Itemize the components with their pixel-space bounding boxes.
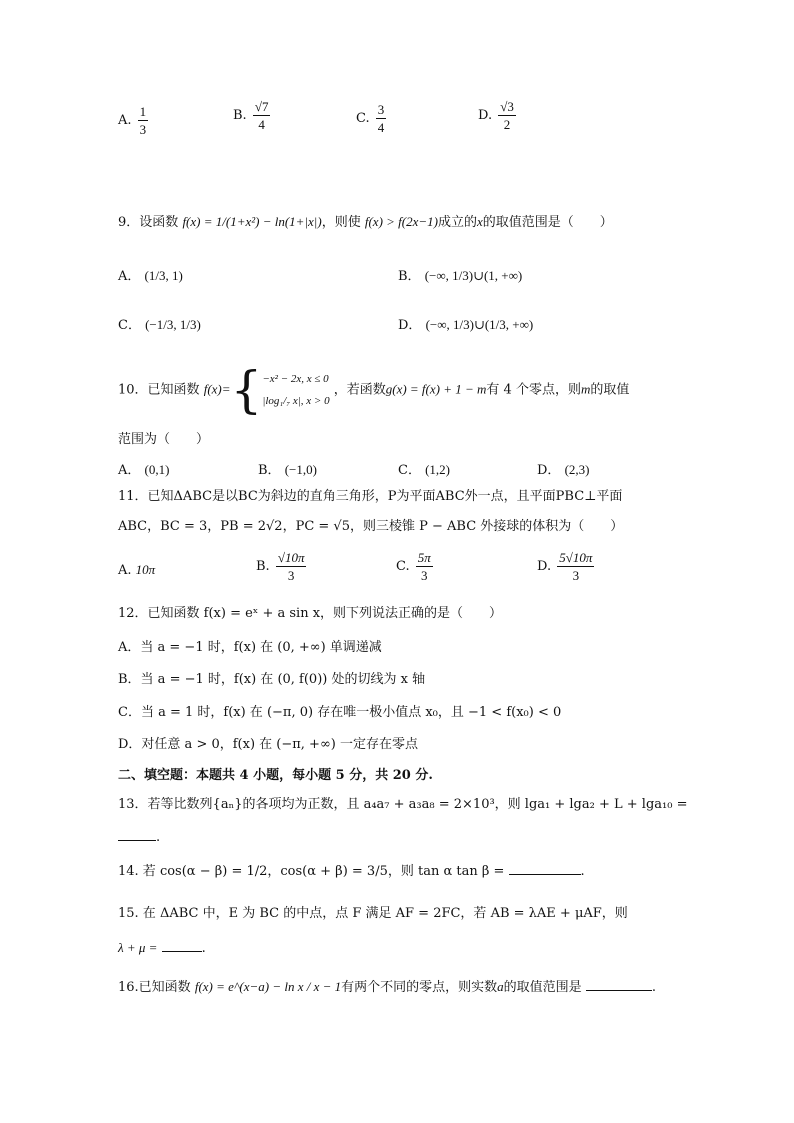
q11-line2: ABC，BC = 3，PB = 2√2，PC = √5，则三棱锥 P − ABC 外接球的体积为（ ） [118, 519, 624, 534]
q11-option-d: D. $\frac{5√10\pi}{3}$ [537, 550, 593, 583]
q10-option-c: C． (1,2) [398, 462, 451, 478]
q10-option-a: A． (0,1) [118, 462, 170, 478]
q12-stem: 12．已知函数 f(x) = eˣ + a sin x，则下列说法正确的是（ ） [118, 606, 503, 621]
q12-option-d: D．对任意 a > 0，f(x) 在 (−π, +∞) 一定存在零点 [118, 737, 418, 752]
q15-line2: λ + μ = . [118, 940, 206, 956]
q8-option-c: C. $\frac{3}{4}$ [356, 102, 385, 135]
q8-option-a: A. $\frac{1}{3}$ [118, 104, 147, 137]
q10-option-d: D． (2,3) [537, 462, 590, 478]
q11-option-a: A. 10π [118, 562, 156, 578]
q9-option-c: C． (−1/3, 1/3) [118, 317, 201, 333]
q13-line1: 13．若等比数列{aₙ}的各项均为正数，且 a₄a₇ + a₃a₈ = 2×10³，则 lga₁ + lga₂ + L + lga₁₀ = [118, 797, 688, 812]
q10-stem: 10．已知函数 f(x)={ −x² − 2x, x ≤ 0 |log₁/₇ x|, x > 0 ，若函数g(x) = f(x) + 1 − m有 4 个零点，则m的取值 [118, 361, 630, 419]
q12-option-c: C．当 a = 1 时，f(x) 在 (−π, 0) 存在唯一极小值点 x₀，且 −1 < f(x₀) < 0 [118, 705, 562, 720]
q9-option-d: D． (−∞, 1/3)∪(1/3, +∞) [398, 317, 534, 333]
answer-blank[interactable] [509, 862, 581, 875]
q11-line1: 11．已知ΔABC是以BC为斜边的直角三角形，P为平面ABC外一点，且平面PBC⊥平面 [118, 489, 623, 504]
q14: 14. 若 cos(α − β) = 1/2，cos(α + β) = 3/5，则 tan α tan β = . [118, 864, 585, 879]
q16: 16.已知函数 f(x) = e^(x−a) − ln x / x − 1有两个不同的零点，则实数a的取值范围是 . [118, 979, 656, 995]
answer-blank[interactable] [162, 939, 202, 952]
section-heading: 二、填空题：本题共 4 小题，每小题 5 分，共 20 分. [118, 768, 433, 783]
q10-line2: 范围为（ ） [118, 432, 210, 447]
q11-option-c: C. $\frac{5\pi}{3}$ [396, 550, 431, 583]
q8-option-d: D. $\frac{√3}{2}$ [478, 99, 514, 132]
answer-blank[interactable] [118, 828, 156, 841]
q12-option-a: A．当 a = −1 时，f(x) 在 (0, +∞) 单调递减 [118, 640, 382, 655]
q10-option-b: B． (−1,0) [258, 462, 317, 478]
q11-option-b: B. $\frac{√10\pi}{3}$ [256, 550, 305, 583]
q15-line1: 15. 在 ΔABC 中，E 为 BC 的中点，点 F 满足 AF = 2FC，若 AB = λAE + μAF，则 [118, 906, 628, 921]
q13-line2: . [118, 828, 160, 848]
q12-option-b: B．当 a = −1 时，f(x) 在 (0, f(0)) 处的切线为 x 轴 [118, 672, 426, 687]
piecewise-brace: { [230, 361, 263, 419]
q9-option-a: A． (1/3, 1) [118, 268, 183, 284]
q9-stem: 9．设函数 f(x) = 1/(1+x²) − ln(1+|x|)，则使 f(x) > f(2x−1)成立的x的取值范围是（ ） [118, 214, 613, 230]
q9-option-b: B． (−∞, 1/3)∪(1, +∞) [398, 268, 523, 284]
answer-blank[interactable] [586, 978, 652, 991]
q8-option-b: B. $\frac{√7}{4}$ [233, 99, 269, 132]
